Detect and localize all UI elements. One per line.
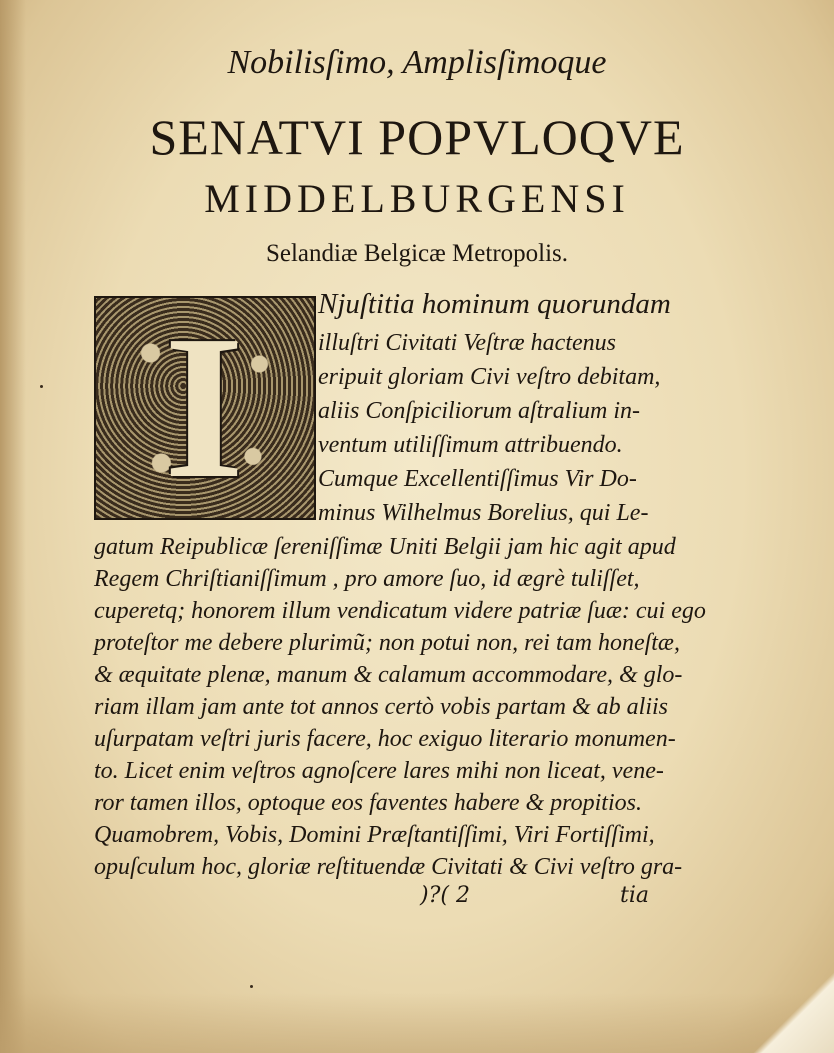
text-line: minus Wilhelmus Borelius, qui Le- [318, 500, 649, 526]
text-line: proteſtor me debere plurimũ; non potui non, rei tam honeſtæ, [94, 630, 680, 656]
page-bottom-shadow [0, 993, 834, 1053]
text-line: uſurpatam veſtri juris facere, hoc exiguo literario monumen- [94, 726, 676, 752]
text-line: Njuſtitia hominum quorundam [318, 288, 671, 320]
catchword: tia [620, 883, 649, 908]
text-line: & æquitate plenæ, manum & calamum accommodare, & glo- [94, 662, 683, 688]
text-line: aliis Conſpiciliorum aſtralium in- [318, 398, 641, 424]
page-corner [744, 963, 834, 1053]
dedication-line-2: SENATVI POPVLOQVE [149, 109, 685, 165]
dedication-line-3: MIDDELBURGENSI [204, 176, 630, 221]
ink-speck [40, 385, 43, 388]
text-line: cuperetq; honorem illum vendicatum videre patriæ ſuæ: cui ego [94, 598, 706, 624]
text-line: riam illam jam ante tot annos certò vobis partam & ab aliis [94, 694, 668, 720]
text-line: eripuit gloriam Civi veſtro debitam, [318, 364, 661, 390]
text-line: ventum utiliſſimum attribuendo. [318, 432, 623, 458]
text-line: gatum Reipublicæ ſereniſſimæ Uniti Belgii jam hic agit apud [94, 534, 676, 560]
decorated-initial [94, 292, 316, 521]
text-line: Quamobrem, Vobis, Domini Præſtantiſſimi, Viri Fortiſſimi, [94, 822, 655, 848]
text-line: to. Licet enim veſtros agnoſcere lares mihi non liceat, vene- [94, 758, 664, 784]
text-line: ror tamen illos, optoque eos faventes habere & propitios. [94, 790, 642, 816]
text-line: Regem Chriſtianiſſimum , pro amore ſuo, id ægrè tuliſſet, [94, 566, 640, 592]
dedication-line-4: Selandiæ Belgicæ Metropolis. [265, 240, 569, 267]
text-line: illuſtri Civitati Veſtræ hactenus [318, 330, 616, 356]
text-line: opuſculum hoc, gloriæ reſtituendæ Civitati & Civi veſtro gra- [94, 854, 683, 880]
dedication-line-1: Nobilisſimo, Amplisſimoque [227, 44, 607, 81]
signature-mark: )?( 2 [420, 883, 470, 908]
text-line: Cumque Excellentiſſimus Vir Do- [318, 466, 637, 492]
initial-letter: I [163, 292, 245, 521]
ink-speck [250, 985, 253, 988]
